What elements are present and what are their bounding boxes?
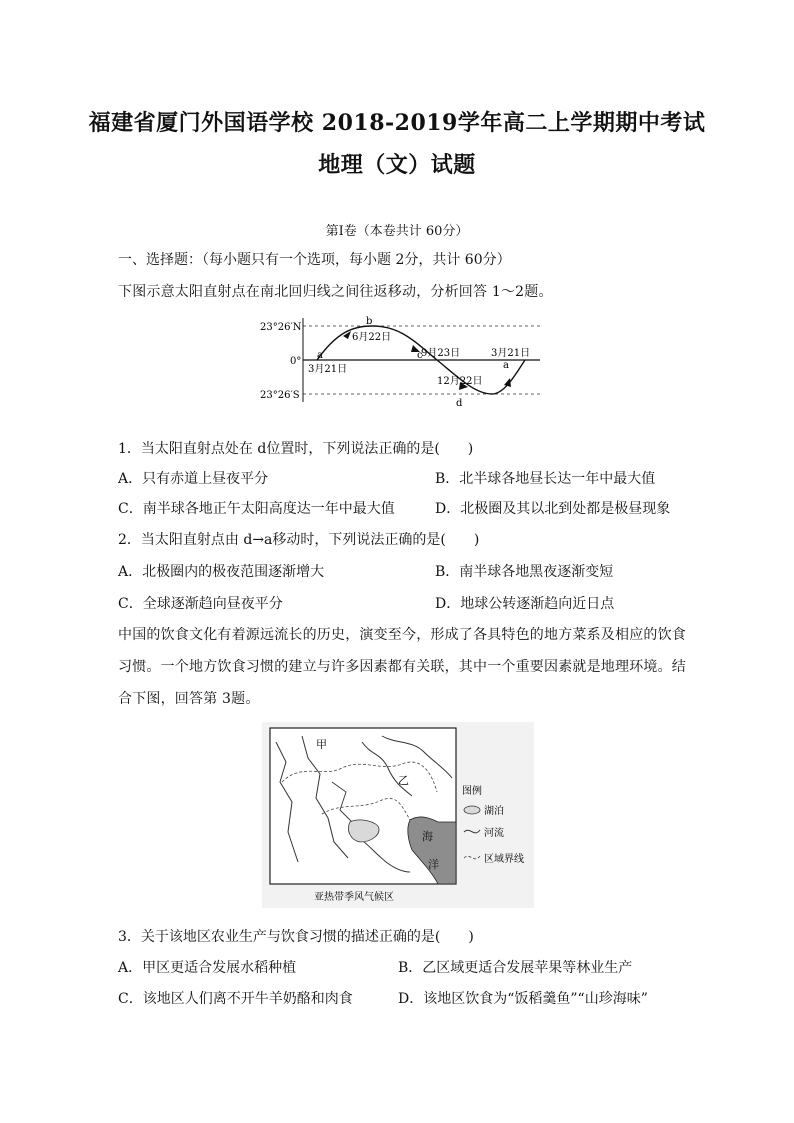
lat-n-label: 23°26′N — [260, 322, 302, 333]
point-d-label: d — [456, 398, 463, 409]
legend-boundary-label: 区域界线 — [484, 854, 524, 865]
date-c-label: 9月23日 — [421, 348, 461, 359]
q2-option-b[interactable]: B．南半球各地黑夜逐渐变短 — [435, 564, 614, 580]
part-heading: 一、选择题：（每小题只有一个选项，每小题 2分，共计 60分） — [118, 252, 511, 268]
arrow-d-a — [504, 378, 511, 387]
ocean-label-2: 洋 — [428, 858, 439, 871]
q3-option-a[interactable]: A．甲区更适合发展水稻种植 — [118, 960, 297, 976]
point-a-label: a — [317, 350, 323, 361]
intro-q1-2: 下图示意太阳直射点在南北回归线之间往返移动，分析回答 1～2题。 — [118, 284, 553, 300]
q2-option-d[interactable]: D．地球公转逐渐趋向近日点 — [435, 596, 615, 612]
point-a2-label: a — [503, 360, 509, 371]
q2-option-c[interactable]: C．全球逐渐趋向昼夜平分 — [118, 596, 283, 612]
q2-stem: 2．当太阳直射点由 d→a移动时，下列说法正确的是( ) — [118, 532, 480, 548]
date-a1-label: 3月21日 — [308, 364, 348, 375]
q1-option-c[interactable]: C．南半球各地正午太阳高度达一年中最大值 — [118, 501, 395, 517]
point-b-label: b — [366, 316, 373, 327]
label-jia: 甲 — [316, 738, 327, 751]
sun-direct-point-figure — [255, 312, 545, 412]
doc-title-line1: 福建省厦门外国语学校 2018-2019学年高二上学期期中考试 — [88, 110, 706, 136]
q1-option-a[interactable]: A．只有赤道上昼夜平分 — [118, 471, 269, 487]
intro-q3-line3: 合下图，回答第 3题。 — [118, 691, 260, 707]
legend-lake-label: 湖泊 — [484, 806, 504, 817]
intro-q3-line2: 习惯。一个地方饮食习惯的建立与许多因素都有关联，其中一个重要因素就是地理环境。结 — [118, 659, 686, 675]
q3-stem: 3．关于该地区农业生产与饮食习惯的描述正确的是( ) — [118, 929, 474, 945]
date-a2-label: 3月21日 — [491, 348, 531, 359]
point-c-label: c — [417, 350, 423, 361]
legend-title: 图例 — [462, 786, 482, 797]
legend-lake-icon — [464, 806, 480, 814]
q1-stem: 1．当太阳直射点处在 d位置时，下列说法正确的是( ) — [118, 441, 474, 457]
q3-option-c[interactable]: C．该地区人们离不开牛羊奶酪和肉食 — [118, 991, 353, 1007]
lat-0-label: 0° — [290, 356, 302, 367]
lat-s-label: 23°26′S — [260, 390, 300, 401]
q3-option-b[interactable]: B．乙区域更适合发展苹果等林业生产 — [398, 960, 633, 976]
date-d-label: 12月22日 — [437, 376, 483, 387]
ocean-label-1: 海 — [422, 830, 433, 843]
volume-heading: 第Ⅰ卷（本卷共计 60分） — [325, 224, 469, 239]
regional-map-figure — [262, 722, 534, 908]
intro-q3-line1: 中国的饮食文化有着源远流长的历史，演变至今，形成了各具特色的地方菜系及相应的饮食 — [118, 627, 686, 643]
q3-option-d[interactable]: D．该地区饮食为“饭稻羹鱼”“山珍海味” — [398, 991, 648, 1007]
q1-option-d[interactable]: D．北极圈及其以北到处都是极昼现象 — [435, 501, 671, 517]
q1-option-b[interactable]: B．北半球各地昼长达一年中最大值 — [435, 471, 656, 487]
map-caption: 亚热带季风气候区 — [314, 892, 394, 903]
doc-title-line2: 地理（文）试题 — [318, 152, 476, 178]
q2-option-a[interactable]: A．北极圈内的极夜范围逐渐增大 — [118, 564, 325, 580]
label-yi: 乙 — [398, 774, 409, 787]
legend-river-label: 河流 — [484, 828, 504, 839]
date-b-label: 6月22日 — [352, 332, 392, 343]
